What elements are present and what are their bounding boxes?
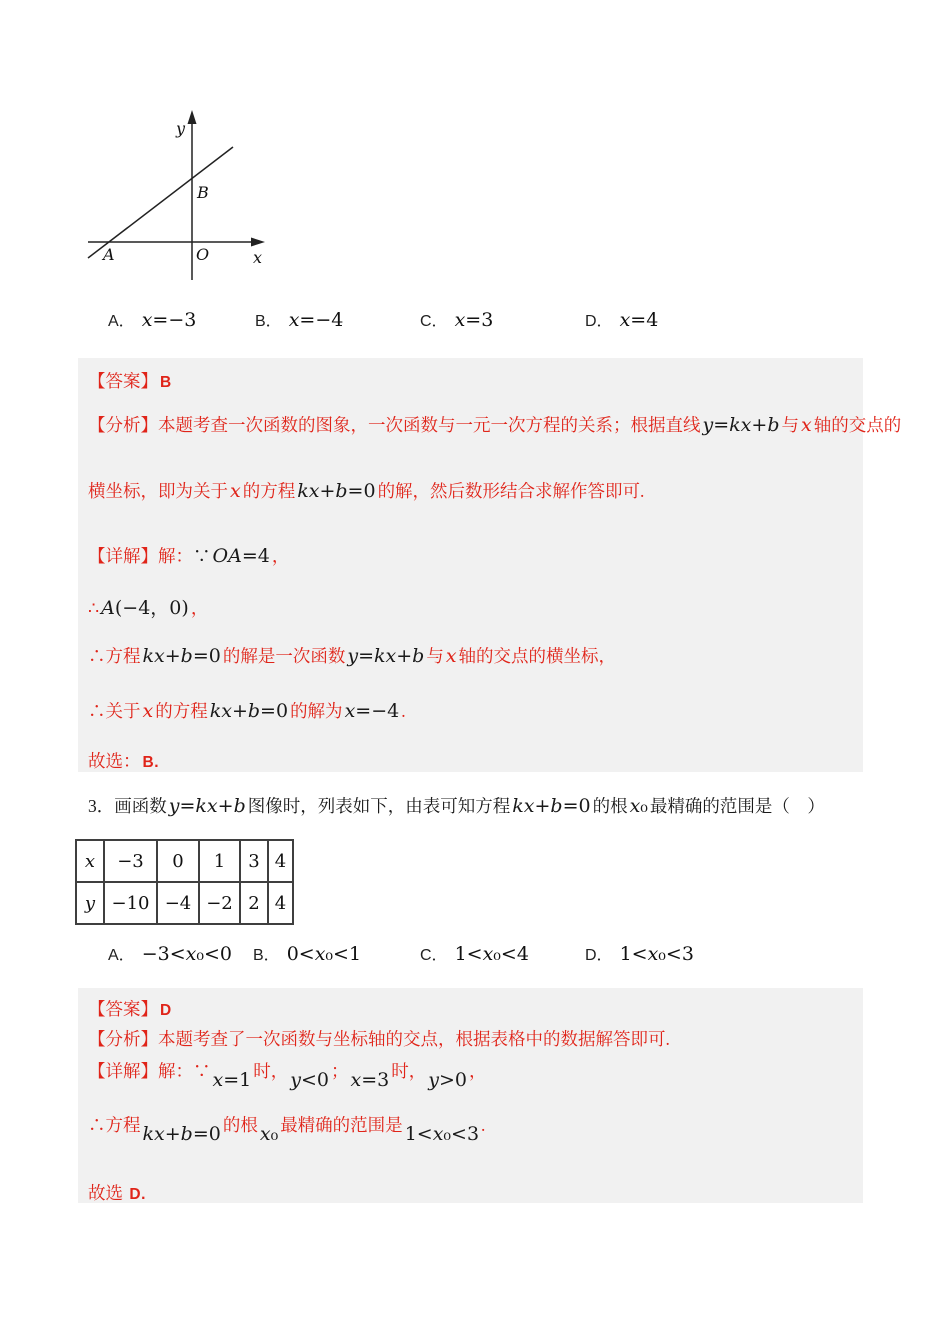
option-d-value: 1<x₀<3 bbox=[619, 943, 694, 965]
option-c-value: 1<x₀<4 bbox=[454, 943, 529, 965]
values-table bbox=[75, 839, 294, 925]
option-c-key: C． bbox=[420, 313, 448, 330]
option-d-key: D． bbox=[585, 947, 613, 964]
table-cell: y bbox=[76, 882, 104, 924]
table-cell: 0 bbox=[157, 840, 199, 882]
option-d bbox=[585, 308, 658, 331]
analysis-line: 【分析】本题考查一次函数的图象，一次函数与一元一次方程的关系；根据直线 y=kx+b 与 x 轴的交点的 bbox=[88, 414, 902, 436]
y-axis-arrow-icon bbox=[188, 110, 197, 124]
detail-line: 【详解】解：∵ OA=4 ， bbox=[88, 545, 290, 567]
question3-answer-block bbox=[78, 988, 863, 1203]
y-axis-label: y bbox=[175, 119, 185, 138]
option-c-key: C． bbox=[420, 947, 448, 964]
table-cell: −2 bbox=[199, 882, 240, 924]
option-d-key: D． bbox=[585, 313, 613, 330]
table-cell: −4 bbox=[157, 882, 199, 924]
table-cell: 4 bbox=[268, 840, 293, 882]
linear-function-graph bbox=[85, 110, 280, 285]
origin-label: O bbox=[196, 245, 210, 264]
option-b-key: B． bbox=[253, 947, 280, 964]
option-a-value: −3<x₀<0 bbox=[141, 943, 232, 965]
option-b bbox=[255, 308, 343, 331]
option-c-value: x=3 bbox=[454, 309, 494, 331]
option-b-key: B． bbox=[255, 313, 282, 330]
table-row-x bbox=[76, 840, 293, 882]
table-cell: −10 bbox=[104, 882, 157, 924]
x-axis-label: x bbox=[253, 248, 263, 267]
table-cell: 3 bbox=[240, 840, 268, 882]
analysis-line: 【分析】本题考查了一次函数与坐标轴的交点，根据表格中的数据解答即可. bbox=[88, 1029, 670, 1049]
answer-line: 【答案】 B bbox=[88, 371, 172, 391]
x-axis-arrow-icon bbox=[251, 238, 265, 247]
option-a bbox=[108, 942, 232, 965]
option-b-value: 0<x₀<1 bbox=[286, 943, 362, 965]
question3-text: 3．画函数 y=kx+b 图像时，列表如下，由表可知方程 kx+b=0 的根 x₀ 最精确的范围是（ ） bbox=[88, 795, 825, 817]
table-cell: −3 bbox=[104, 840, 157, 882]
detail-line: ∴ A(−4，0) ， bbox=[88, 597, 209, 619]
analysis-line: 横坐标，即为关于 x 的方程 kx+b=0 的解，然后数形结合求解作答即可. bbox=[88, 480, 645, 502]
conclusion-line: 故选 D. bbox=[88, 1183, 146, 1203]
point-a-label: A bbox=[103, 245, 115, 264]
option-a-key: A． bbox=[108, 947, 135, 964]
option-b bbox=[253, 942, 361, 965]
option-a-value: x=−3 bbox=[141, 309, 197, 331]
table-row-y bbox=[76, 882, 293, 924]
detail-line: 【详解】解：∵ x=1 时， y<0 ； x=3 时， y>0 ， bbox=[88, 1061, 487, 1091]
table-cell: 1 bbox=[199, 840, 240, 882]
answer-line: 【答案】 D bbox=[88, 999, 172, 1019]
table-cell: 4 bbox=[268, 882, 293, 924]
question3-options bbox=[0, 942, 950, 976]
point-b-label: B bbox=[197, 183, 209, 202]
option-a bbox=[108, 308, 196, 331]
detail-line: ∴方程 kx+b=0 的根 x₀ 最精确的范围是 1<x₀<3 . bbox=[88, 1115, 486, 1145]
conclusion-line: 故选： B. bbox=[88, 751, 159, 771]
detail-line: ∴关于 x 的方程 kx+b=0 的解为 x=−4 . bbox=[88, 700, 406, 722]
option-c bbox=[420, 308, 493, 331]
question2-options bbox=[0, 308, 950, 342]
option-d bbox=[585, 942, 694, 965]
table-cell: 2 bbox=[240, 882, 268, 924]
detail-line: ∴方程 kx+b=0 的解是一次函数 y=kx+b 与 x 轴的交点的横坐标， bbox=[88, 645, 617, 667]
option-a-key: A． bbox=[108, 313, 135, 330]
question2-answer-block bbox=[78, 358, 902, 772]
option-b-value: x=−4 bbox=[288, 309, 344, 331]
table-cell: x bbox=[76, 840, 104, 882]
graph-canvas bbox=[85, 110, 280, 285]
option-d-value: x=4 bbox=[619, 309, 659, 331]
option-c bbox=[420, 942, 529, 965]
